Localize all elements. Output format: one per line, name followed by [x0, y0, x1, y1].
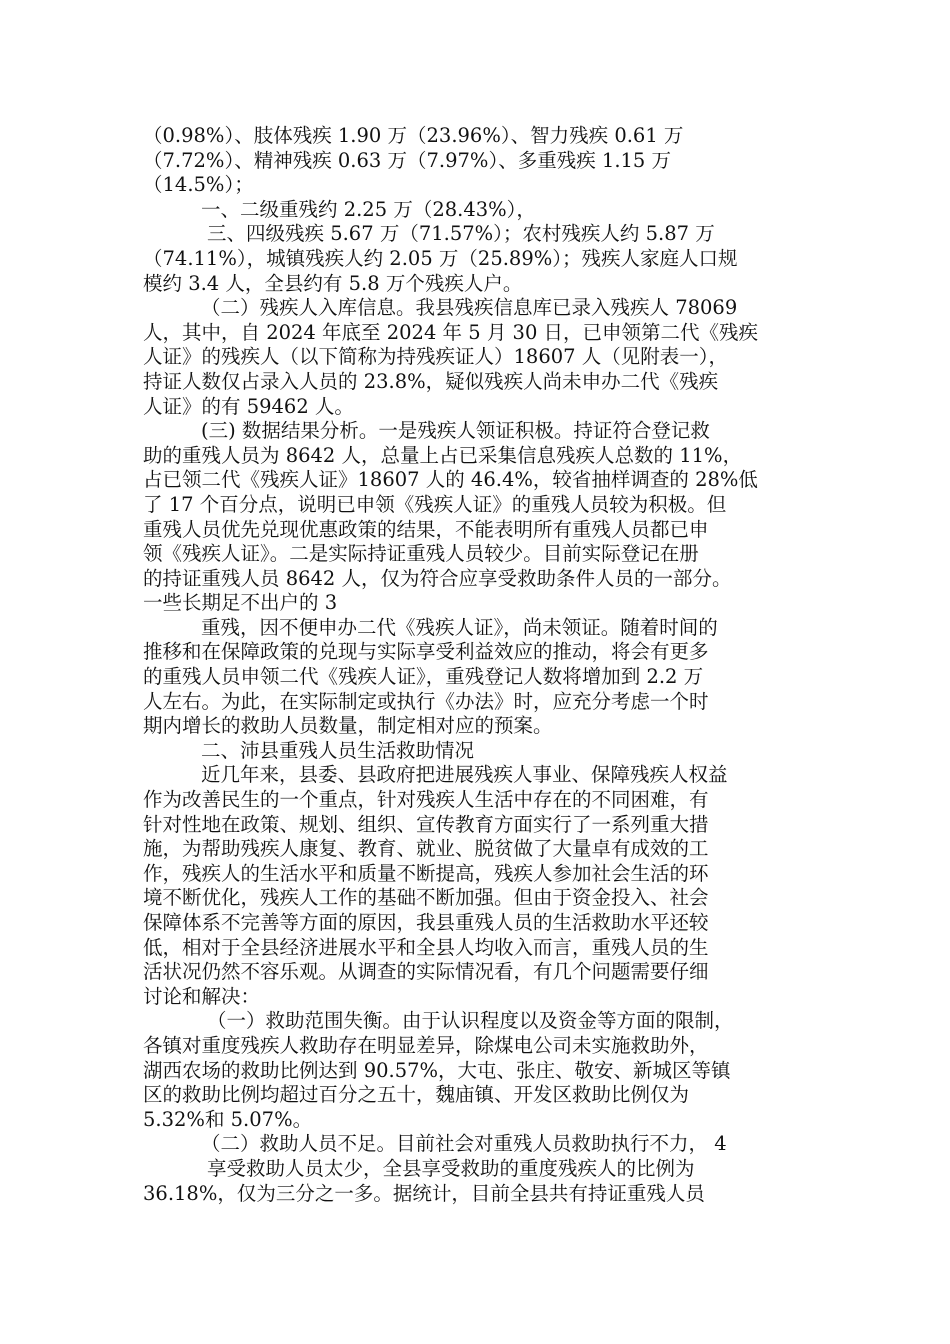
text-line: 作，残疾人的生活水平和质量不断提高，残疾人参加社会生活的环 — [143, 861, 709, 885]
text-line: 讨论和解决： — [143, 984, 261, 1008]
text-line: 重残人员优先兑现优惠政策的结果，不能表明所有重残人员都已申 — [143, 517, 709, 541]
text-line: 保障体系不完善等方面的原因，我县重残人员的生活救助水平还较 — [143, 911, 709, 934]
text-line: 占已领二代《残疾人证》18607 人的 46.4%，较省抽样调查的 28%低 — [143, 468, 758, 492]
text-line: （一）救助范围失衡。由于认识程度以及资金等方面的限制， — [207, 1009, 734, 1033]
text-line: （14.5%）； — [143, 173, 254, 197]
text-line: 施，为帮助残疾人康复、教育、就业、脱贫做了大量卓有成效的工 — [143, 837, 709, 861]
text-line: （74.11%），城镇残疾人约 2.05 万（25.89%）；残疾人家庭人口规 — [143, 246, 738, 270]
text-line: 近几年来，县委、县政府把进展残疾人事业、保障残疾人权益 — [201, 763, 728, 787]
text-line: 针对性地在政策、规划、组织、宣传教育方面实行了一系列重大措 — [143, 812, 709, 836]
text-line: 重残，因不便申办二代《残疾人证》，尚未领证。随着时间的 — [201, 615, 718, 639]
text-line: 36.18%，仅为三分之一多。据统计，目前全县共有持证重残人员 — [143, 1181, 705, 1205]
text-line: （二）救助人员不足。目前社会对重残人员救助执行不力， 4 — [201, 1132, 727, 1156]
text-line: （0.98%）、肢体残疾 1.90 万（23.96%）、智力残疾 0.61 万 — [143, 124, 684, 147]
text-line: 活状况仍然不容乐观。从调查的实际情况看，有几个问题需要仔细 — [143, 960, 709, 984]
body-text — [143, 124, 807, 1206]
text-line: 一、二级重残约 2.25 万（28.43%）， — [201, 197, 536, 221]
text-line: 人证》的有 59462 人。 — [143, 394, 354, 418]
text-line: 人证》的残疾人（以下简称为持残疾证人）18607 人（见附表一）， — [143, 345, 728, 369]
text-line: 二、沛县重残人员生活救助情况 — [201, 738, 475, 762]
text-line: 低，相对于全县经济进展水平和全县人均收入而言，重残人员的生 — [143, 935, 709, 959]
text-line: 一些长期足不出户的 3 — [143, 591, 338, 615]
text-line: 区的救助比例均超过百分之五十，魏庙镇、开发区救助比例仅为 — [143, 1083, 690, 1107]
text-line: 湖西农场的救助比例达到 90.57%，大屯、张庄、敬安、新城区等镇 — [143, 1058, 731, 1082]
text-line: 境不断优化，残疾人工作的基础不断加强。但由于资金投入、社会 — [143, 886, 709, 910]
text-line: 三、四级残疾 5.67 万（71.57%）；农村残疾人约 5.87 万 — [207, 222, 715, 246]
text-line: 模约 3.4 人，全县约有 5.8 万个残疾人户。 — [143, 271, 523, 295]
text-line: 5.32%和 5.07%。 — [143, 1107, 313, 1131]
text-line: (三) 数据结果分析。一是残疾人领证积极。持证符合登记救 — [201, 419, 710, 443]
text-line: 作为改善民生的一个重点，针对残疾人生活中存在的不同困难，有 — [143, 788, 709, 812]
text-line: （二）残疾人入库信息。我县残疾信息库已录入残疾人 78069 — [201, 296, 738, 320]
text-line: 推移和在保障政策的兑现与实际享受利益效应的推动，将会有更多 — [143, 640, 709, 664]
text-line: 人，其中，自 2024 年底至 2024 年 5 月 30 日，已申领第二代《残疾 — [143, 320, 759, 344]
text-line: 领《残疾人证》。二是实际持证重残人员较少。目前实际登记在册 — [143, 542, 699, 566]
text-line: 期内增长的救助人员数量，制定相对应的预案。 — [143, 714, 553, 738]
text-line: 助的重残人员为 8642 人，总量上占已采集信息残疾人总数的 11%， — [143, 443, 743, 467]
text-line: 人左右。为此，在实际制定或执行《办法》时，应充分考虑一个时 — [143, 689, 709, 713]
text-line: 的重残人员申领二代《残疾人证》，重残登记人数将增加到 2.2 万 — [143, 665, 704, 689]
text-line: 持证人数仅占录入人员的 23.8%，疑似残疾人尚未申办二代《残疾 — [143, 369, 719, 393]
text-line: 了 17 个百分点，说明已申领《残疾人证》的重残人员较为积极。但 — [143, 492, 727, 516]
text-line: （7.72%）、精神残疾 0.63 万（7.97%）、多重残疾 1.15 万 — [143, 148, 672, 172]
text-line: 各镇对重度残疾人救助存在明显差异，除煤电公司未实施救助外， — [143, 1033, 709, 1057]
text-line: 的持证重残人员 8642 人，仅为符合应享受救助条件人员的一部分。 — [143, 566, 732, 590]
text-line: 享受救助人员太少，全县享受救助的重度残疾人的比例为 — [207, 1156, 695, 1180]
